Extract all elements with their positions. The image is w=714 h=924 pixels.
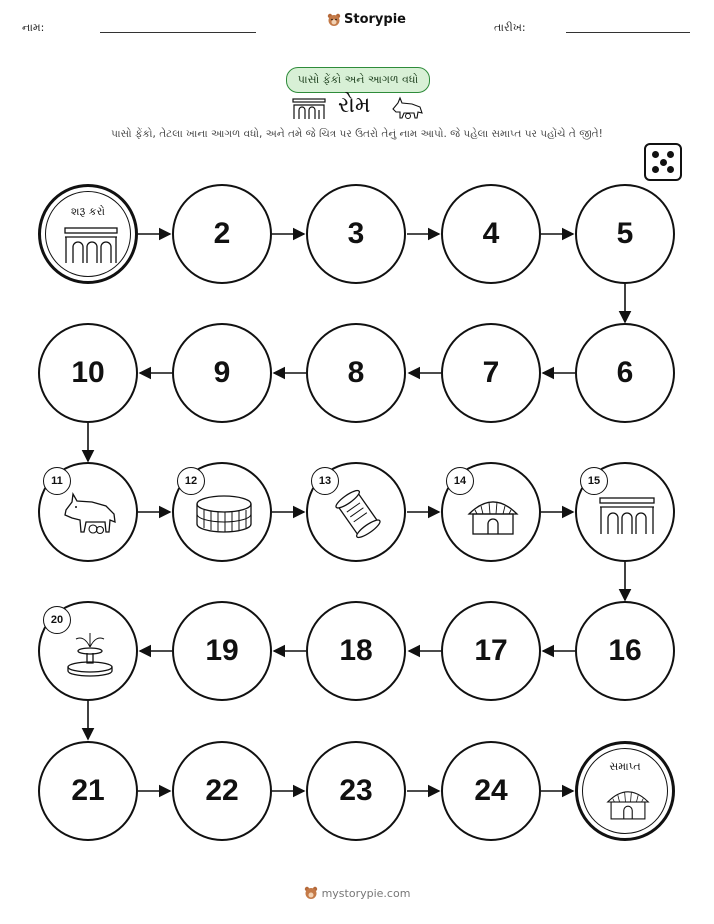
page-title: રોમ <box>338 93 371 118</box>
fountain-icon <box>60 627 120 679</box>
aqueduct-icon <box>597 488 657 540</box>
instructions: પાસો ફેંકો, તેટલા ખાના આગળ વધો, અને તમે જે ચિત્ર પર ઉતરો તેનું નામ આપો. જે પહેલા સમાપ્ત પર પહોંચે તે જીતે! <box>111 128 603 140</box>
name-label: નામ: <box>22 21 45 34</box>
board-space-11 <box>38 462 138 562</box>
board-space-19 <box>172 601 272 701</box>
board-space-17 <box>441 601 541 701</box>
space-number: 19 <box>205 634 239 667</box>
date-label: તારીખ: <box>494 21 526 34</box>
board-space-4 <box>441 184 541 284</box>
space-number: 16 <box>608 634 642 667</box>
hut-icon <box>602 780 654 824</box>
space-number-badge: 12 <box>177 467 205 495</box>
board-space-20 <box>38 601 138 701</box>
space-number: 24 <box>474 774 508 807</box>
space-number: 18 <box>339 634 373 667</box>
space-number: 21 <box>71 774 105 807</box>
game-banner: પાસો ફેંકો અને આગળ વધો <box>286 67 430 93</box>
space-number: 2 <box>213 217 231 250</box>
hut-icon <box>463 488 523 540</box>
board-space-5 <box>575 184 675 284</box>
board-space-10 <box>38 323 138 423</box>
board-space-21 <box>38 741 138 841</box>
board-space-9 <box>172 323 272 423</box>
space-number-badge: 20 <box>43 606 71 634</box>
wolf-icon <box>60 488 120 540</box>
aqueduct-icon <box>63 225 119 265</box>
board-space-16 <box>575 601 675 701</box>
space-number: 4 <box>482 217 500 250</box>
space-number-badge: 14 <box>446 467 474 495</box>
start-label: શરૂ કરો <box>70 205 106 218</box>
space-number-badge: 15 <box>580 467 608 495</box>
board-space-15 <box>575 462 675 562</box>
space-number: 5 <box>616 217 634 250</box>
finish-space <box>575 741 675 841</box>
board-space-12 <box>172 462 272 562</box>
board-space-2 <box>172 184 272 284</box>
space-number: 8 <box>347 356 365 389</box>
board-space-18 <box>306 601 406 701</box>
space-number-badge: 13 <box>311 467 339 495</box>
space-number: 3 <box>347 217 365 250</box>
brand-name: Storypie <box>344 12 406 27</box>
board-space-6 <box>575 323 675 423</box>
board-space-8 <box>306 323 406 423</box>
space-number: 10 <box>71 356 105 389</box>
space-number: 22 <box>205 774 239 807</box>
start-space <box>38 184 138 284</box>
board-space-7 <box>441 323 541 423</box>
board-space-3 <box>306 184 406 284</box>
bear-icon <box>304 886 318 900</box>
space-number: 17 <box>474 634 508 667</box>
footer-url[interactable]: mystorypie.com <box>321 886 411 900</box>
board-space-24 <box>441 741 541 841</box>
space-number: 7 <box>482 356 500 389</box>
space-number: 6 <box>616 356 634 389</box>
finish-label: સમાપ્ત <box>609 760 641 773</box>
scroll-icon <box>328 488 388 540</box>
footer <box>0 886 714 900</box>
board-space-14 <box>441 462 541 562</box>
board-space-13 <box>306 462 406 562</box>
colosseum-icon <box>194 488 254 540</box>
space-number: 9 <box>213 356 231 389</box>
space-number-badge: 11 <box>43 467 71 495</box>
board-space-22 <box>172 741 272 841</box>
space-number: 23 <box>339 774 373 807</box>
board-space-23 <box>306 741 406 841</box>
